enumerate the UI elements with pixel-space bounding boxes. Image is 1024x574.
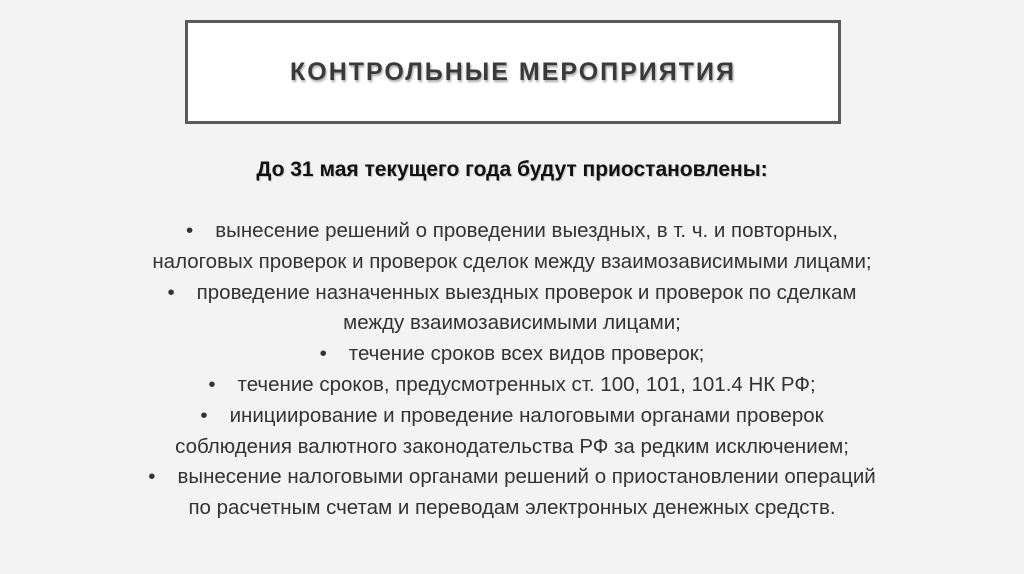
list-item-text: вынесение налоговыми органами решений о приостановлении операций [177,465,876,489]
list-item-text: течение сроков всех видов проверок; [348,342,705,366]
list-item [0,370,1024,401]
list-item-text: течение сроков, предусмотренных ст. 100, 101, 101.4 НК РФ; [237,372,816,396]
bullet-icon: • [167,280,175,304]
list-item-line [0,493,1024,524]
bullet-list [0,216,1024,524]
list-item-text: соблюдения валютного законодательства РФ за редким исключением; [175,434,849,458]
bullet-icon: • [148,465,156,489]
list-item-text: вынесение решений о проведении выездных, в т. ч. и повторных, [215,219,838,242]
bullet-icon: • [319,342,327,366]
slide-title: КОНТРОЛЬНЫЕ МЕРОПРИЯТИЯ [290,57,736,86]
list-item-line [0,278,1024,309]
subtitle: До 31 мая текущего года будут приостановлены: [256,158,768,181]
list-item [0,401,1024,463]
title-box [185,20,841,124]
list-item-text: по расчетным счетам и переводам электронных денежных средств. [188,496,836,520]
bullet-icon: • [200,403,208,427]
bullet-icon: • [208,372,216,396]
list-item [0,462,1024,524]
list-item-text: инициирование и проведение налоговыми органами проверок [229,403,824,427]
bullet-icon: • [186,219,194,242]
list-item-line [0,462,1024,493]
list-item-line [0,432,1024,463]
list-item-line [0,370,1024,401]
list-item-line [0,216,1024,247]
list-item-text: проведение назначенных выездных проверок и проверок по сделкам [196,280,857,304]
list-item-line [0,308,1024,339]
list-item-line [0,339,1024,370]
list-item [0,339,1024,370]
list-item-text: налоговых проверок и проверок сделок между взаимозависимыми лицами; [152,249,872,273]
list-item-line [0,247,1024,278]
list-item-text: между взаимозависимыми лицами; [343,311,681,335]
list-item [0,278,1024,340]
list-item [0,216,1024,278]
list-item-line [0,401,1024,432]
